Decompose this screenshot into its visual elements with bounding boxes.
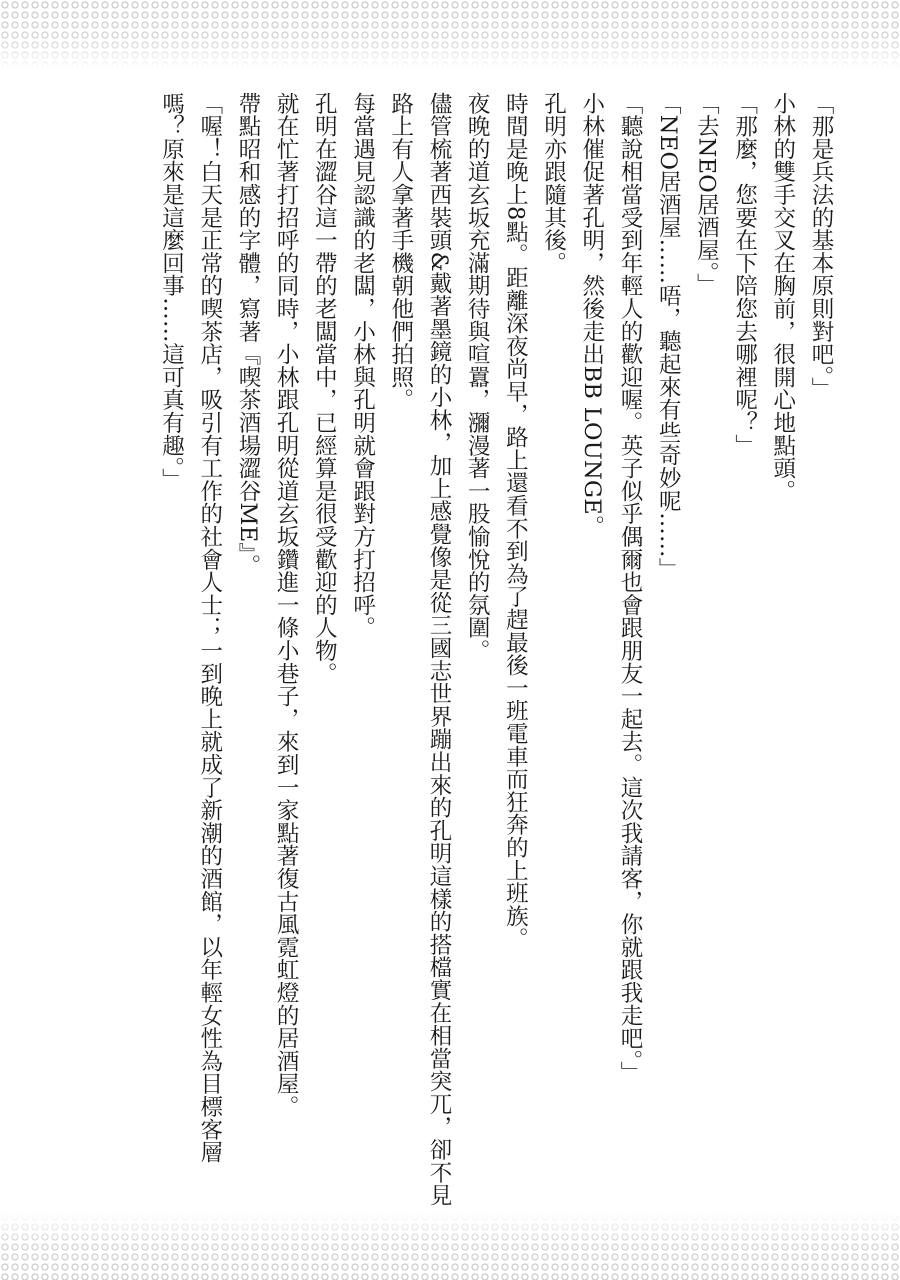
novel-text-block <box>152 92 840 1207</box>
paragraph: 「那麼，您要在下陪您去哪裡呢？」 <box>731 92 758 457</box>
paragraph: 「那是兵法的基本原則對吧。」 <box>808 92 834 400</box>
paragraph: 小林的雙手交叉在胸前，很開心地點頭。 <box>769 92 796 503</box>
paragraph: 「聽說相當受到年輕人的歡迎喔。英子似乎偶爾也會跟朋友一起去。這次我請客，你就跟我走吧。」 <box>616 92 643 1084</box>
bottom-pattern-fade <box>0 1212 900 1280</box>
paragraph: 「去NEO居酒屋。」 <box>693 92 720 296</box>
paragraph: 「NEO居酒屋……唔，聽起來有些奇妙呢……」 <box>655 92 682 581</box>
paragraph: 「喔！白天是正常的喫茶店，吸引有工作的社會人士；一到晚上就成了新潮的酒館，以年輕女性為目標客層嗎？原來是這麼回事……這可真有趣。」 <box>158 92 223 1164</box>
paragraph: 孔明在澀谷這一帶的老闆當中，已經算是很受歡迎的人物。 <box>311 92 338 685</box>
top-pattern-fade <box>0 0 900 70</box>
paragraph: 就在忙著打招呼的同時，小林跟孔明從道玄坂鑽進一條小巷子，來到一家點著復古風霓虹燈的居酒屋。 <box>273 92 300 1118</box>
paragraph: 小林催促著孔明，然後走出BB LOUNGE。 <box>578 92 605 538</box>
paragraph: 時間是晚上8點。距離深夜尚早，路上還看不到為了趕最後一班電車而狂奔的上班族。 <box>502 92 529 951</box>
paragraph: 夜晚的道玄坂充滿期待與喧囂，瀰漫著一股愉悅的氛圍。 <box>464 92 491 662</box>
paragraph: 孔明亦跟隨其後。 <box>540 92 567 275</box>
paragraph: 儘管梳著西裝頭&戴著墨鏡的小林，加上感覺像是從三國志世界蹦出來的孔明這樣的搭檔實在相當突兀，卻不見路上有人拿著手機朝他們拍照。 <box>387 92 452 1207</box>
paragraph: 帶點昭和感的字體，寫著『喫茶酒場澀谷ME』。 <box>234 92 261 577</box>
paragraph: 每當遇見認識的老闆，小林與孔明就會跟對方打招呼。 <box>349 92 376 640</box>
